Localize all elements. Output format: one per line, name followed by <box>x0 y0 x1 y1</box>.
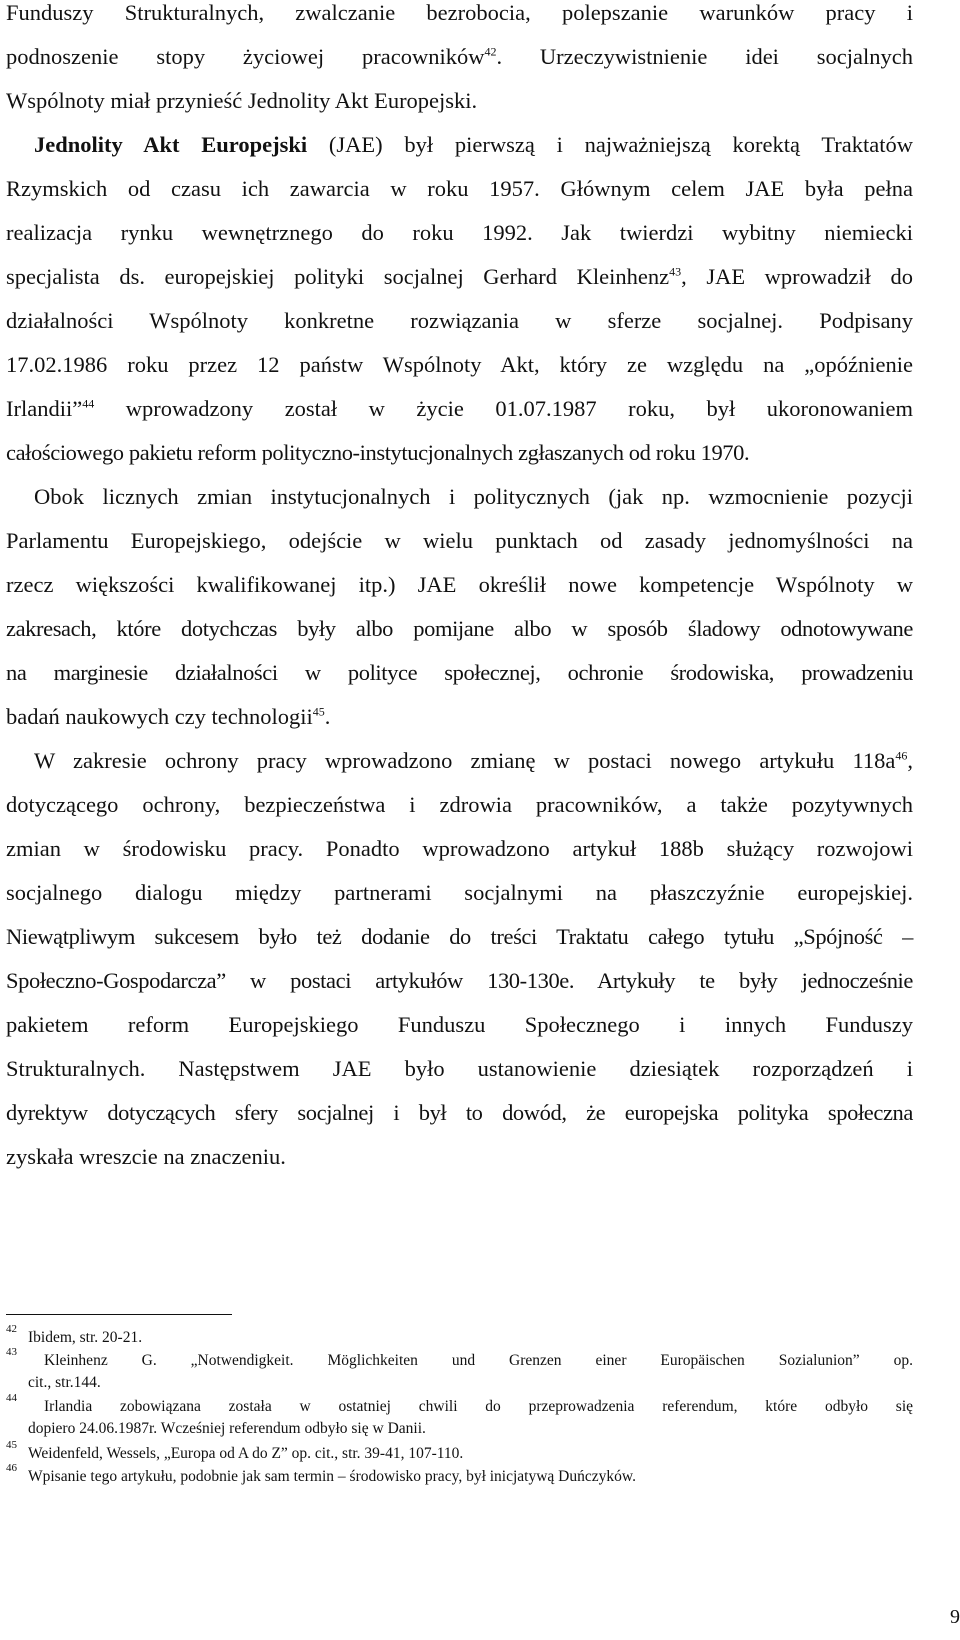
footnote-text: Irlandia zobowiązana została w ostatniej chwili do przeprowadzenia referendum, które odbyło się <box>44 1398 913 1415</box>
text-line: realizacja rynku wewnętrznego do roku 1992. Jak twierdzi wybitny niemiecki <box>6 220 913 245</box>
text-line: na marginesie działalności w polityce społecznej, ochronie środowiska, prowadzeniu <box>6 660 913 685</box>
text-line: podnoszenie stopy życiowej pracowników$^{42}$. Urzeczywistnienie idei socjalnych <box>6 44 913 69</box>
footnote-text: Kleinhenz G. „Notwendigkeit. Möglichkeiten und Grenzen einer Europäischen Sozialunion” op. <box>44 1352 913 1369</box>
text-line: 17.02.1986 roku przez 12 państw Wspólnoty Akt, który ze względu na „opóźnienie <box>6 352 913 377</box>
footnote-text: Ibidem, str. 20-21. <box>28 1329 143 1346</box>
footnote-number: 45 <box>6 1439 17 1451</box>
footnote-text: Weidenfeld, Wessels, „Europa od A do Z” op. cit., str. 39-41, 107-110. <box>28 1445 464 1462</box>
text-line: W zakresie ochrony pracy wprowadzono zmianę w postaci nowego artykułu $118a^{46}$, <box>34 748 913 773</box>
text-line: Parlamentu Europejskiego, odejście w wielu punktach od zasady jednomyślności na <box>6 528 913 553</box>
text-line: Strukturalnych. Następstwem JAE było ustanowienie dziesiątek rozporządzeń i <box>6 1056 913 1081</box>
text-line: dyrektyw dotyczących sfery socjalnej i był to dowód, że europejska polityka społeczna <box>6 1100 913 1125</box>
footnote-text: cit., str.144. <box>28 1374 101 1391</box>
footnote-ref[interactable]: 43 <box>669 264 682 279</box>
text-line: Funduszy Strukturalnych, zwalczanie bezrobocia, polepszanie warunków pracy i <box>6 0 913 25</box>
text-line: Obok licznych zmian instytucjonalnych i politycznych (jak np. wzmocnienie pozycji <box>34 484 913 509</box>
footnote-ref[interactable]: 44 <box>82 396 95 411</box>
page-number: 9 <box>950 1606 960 1628</box>
footnote-number: 43 <box>6 1346 17 1358</box>
text-line: Wspólnoty miał przynieść Jednolity Akt Europejski. <box>6 88 478 113</box>
footnote-number: 46 <box>6 1462 17 1474</box>
footnote-number: 42 <box>6 1323 17 1335</box>
text-line: Niewątpliwym sukcesem było też dodanie do treści Traktatu całego tytułu „Spójność – <box>6 924 913 949</box>
text-line: badań naukowych czy technologii$^{45}$. <box>6 704 331 729</box>
text-line: zakresach, które dotychczas były albo pomijane albo w sposób śladowy odnotowywane <box>6 616 913 641</box>
footnote-separator <box>6 1314 232 1315</box>
text-line: Rzymskich od czasu ich zawarcia w roku 1957. Głównym celem JAE była pełna <box>6 176 913 201</box>
footnote-ref[interactable]: 42 <box>484 44 497 59</box>
footnote-text: Wpisanie tego artykułu, podobnie jak sam termin – środowisko pracy, był inicjatywą Duńczyków. <box>28 1468 636 1485</box>
footnote-ref[interactable]: 45 <box>312 704 325 719</box>
text-line: zmian w środowisku pracy. Ponadto wprowadzono artykuł 188b służący rozwojowi <box>6 836 913 861</box>
text-line: rzecz większości kwalifikowanej itp.) JAE określił nowe kompetencje Wspólnoty w <box>6 572 913 597</box>
footnote-number: 44 <box>6 1392 17 1404</box>
text-line: Jednolity Akt Europejski (JAE) był pierwszą i najważniejszą korektą Traktatów <box>34 132 913 157</box>
text-line: specjalista ds. europejskiej polityki socjalnej Gerhard Kleinhenz$^{43}$, JAE wprowadził do <box>6 264 914 289</box>
text-line: pakietem reform Europejskiego Funduszu Społecznego i innych Funduszy <box>6 1012 913 1037</box>
footnote-ref[interactable]: 46 <box>895 748 908 763</box>
text-line: Społeczno-Gospodarcza” w postaci artykułów 130-130e. Artykuły te były jednocześnie <box>6 968 913 993</box>
bold-term: Jednolity Akt Europejski <box>34 132 308 157</box>
footnote-text: dopiero 24.06.1987r. Wcześniej referendum odbyło się w Danii. <box>28 1420 426 1437</box>
text-line: zyskała wreszcie na znaczeniu. <box>6 1144 286 1169</box>
text-line: Irlandii”$^{44}$ wprowadzony został w życie 01.07.1987 roku, był ukoronowaniem <box>6 396 913 421</box>
text-line: socjalnego dialogu między partnerami socjalnymi na płaszczyźnie europejskiej. <box>6 880 913 905</box>
text-line: działalności Wspólnoty konkretne rozwiązania w sferze socjalnej. Podpisany <box>6 308 913 333</box>
text-line: całościowego pakietu reform polityczno-instytucjonalnych zgłaszanych od roku 1970. <box>6 440 750 465</box>
text-line: dotyczącego ochrony, bezpieczeństwa i zdrowia pracowników, a także pozytywnych <box>6 792 913 817</box>
